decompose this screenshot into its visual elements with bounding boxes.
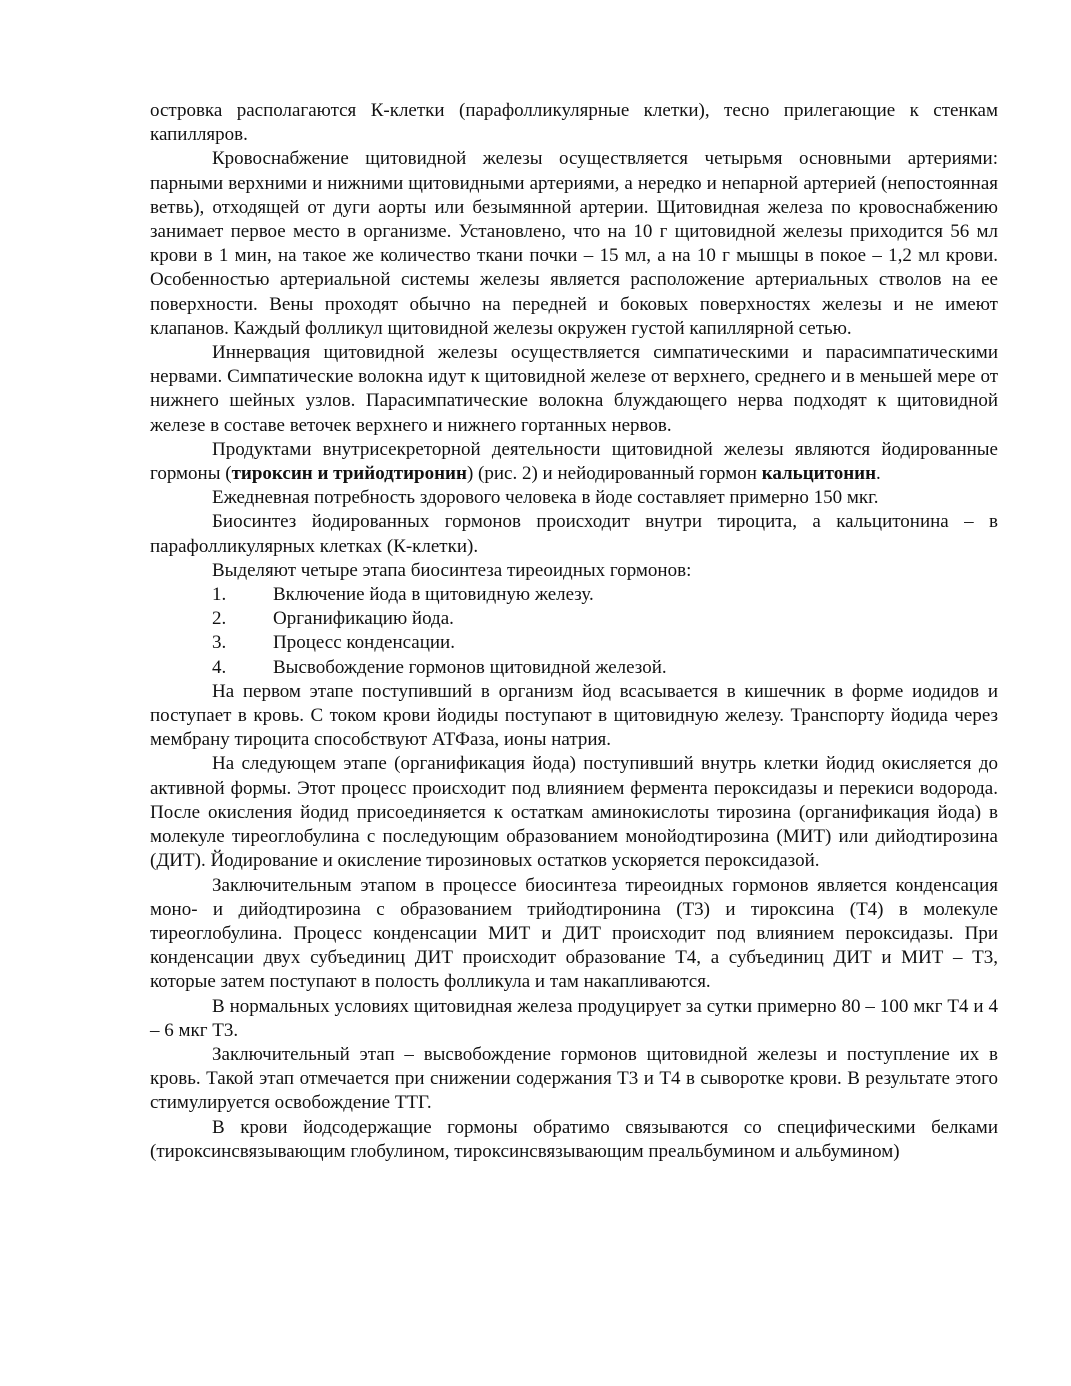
- products-text-3: .: [876, 463, 881, 485]
- paragraph-blood-binding: В крови йодсодержащие гормоны обратимо связываются со специфическими белками (тироксинсвязывающим глобулином, тироксинсвязывающим преальбумином и альбумином): [150, 1116, 998, 1162]
- paragraph-iodine-need: Ежедневная потребность здорового человека в йоде составляет примерно 150 мкг.: [212, 487, 879, 509]
- list-item-number: 2.: [212, 608, 227, 630]
- list-item-number: 3.: [212, 632, 227, 654]
- list-item-text: Процесс конденсации.: [273, 632, 455, 654]
- list-item: [150, 656, 998, 680]
- document-page: [150, 99, 998, 1164]
- list-item: [150, 583, 998, 607]
- paragraph-biosynthesis: Биосинтез йодированных гормонов происходит внутри тироцита, а кальцитонина – в парафолликулярных клетках (К-клетки).: [150, 511, 998, 557]
- paragraph-stage-three: Заключительным этапом в процессе биосинтеза тиреоидных гормонов является конденсация моно- и дийодтирозина с образованием трийодтиронина (Т3) и тироксина (Т4) в молекуле тиреоглобулина. Процесс конденсации МИТ и ДИТ происходит под влиянием пероксидазы. При конденсации двух субъединиц ДИТ происходит образование Т4, а субъединиц ДИТ и МИТ – Т3, которые затем поступают в полость фолликула и там накапливаются.: [150, 874, 998, 993]
- paragraph-stages-intro: Выделяют четыре этапа биосинтеза тиреоидных гормонов:: [212, 559, 692, 581]
- list-item-text: Органификацию йода.: [273, 608, 454, 630]
- paragraph-innervation: Иннервация щитовидной железы осуществляется симпатическими и парасимпатическими нервами. Симпатические волокна идут к щитовидной железе от верхнего, среднего и в меньшей мере от нижнего шейных узлов. Парасимпатические волокна блуждающего нерва подходят к щитовидной железе в составе веточек верхнего и нижнего гортанных нервов.: [150, 342, 998, 436]
- list-item-text: Включение йода в щитовидную железу.: [273, 584, 594, 606]
- products-text-2: ) (рис. 2) и нейодированный гормон: [466, 463, 762, 485]
- paragraph-release: Заключительный этап – высвобождение гормонов щитовидной железы и поступление их в кровь. Такой этап отмечается при снижении содержания Т3 и Т4 в сыворотке крови. В результате этого стимулируется освобождение ТТГ.: [150, 1043, 998, 1114]
- products-text-1: Продуктами внутрисекреторной деятельности щитовидной железы являются йодированные гормоны (: [150, 438, 998, 485]
- products-bold-hormones: тироксин и трийодтиронин: [231, 463, 467, 485]
- list-item: [150, 631, 998, 655]
- paragraph-stage-one: На первом этапе поступивший в организм йод всасывается в кишечник в форме иодидов и поступает в кровь. С током крови йодиды поступают в щитовидную железу. Транспорту йодида через мембрану тироцита способствуют АТФаза, ионы натрия.: [150, 680, 998, 751]
- paragraph-daily-production: В нормальных условиях щитовидная железа продуцирует за сутки примерно 80 – 100 мкг Т4 и 4 – 6 мкг Т3.: [150, 995, 998, 1041]
- products-bold-calcitonin: кальцитонин: [761, 463, 877, 485]
- list-item-number: 1.: [212, 584, 227, 606]
- paragraph-hormone-products: [150, 438, 998, 486]
- paragraph-blood-supply: Кровоснабжение щитовидной железы осуществляется четырьмя основными артериями: парными верхними и нижними щитовидными артериями, а нередко и непарной артерией (непостоянная ветвь), отходящей от дуги аорты или безымянной артерии. Щитовидная железа по кровоснабжению занимает первое место в организме. Установлено, что на 10 г щитовидной железы приходится 56 мл крови в 1 мин, на такое же количество ткани почки – 15 мл, а на 10 г мышцы в покое – 1,2 мл крови. Особенностью артериальной системы железы является расположение артериальных стволов на ее поверхности. Вены проходят обычно на передней и боковых поверхностях железы и не имеют клапанов. Каждый фолликул щитовидной железы окружен густой капиллярной сетью.: [150, 148, 998, 339]
- paragraph-stage-two: На следующем этапе (органификация йода) поступивший внутрь клетки йодид окисляется до активной формы. Этот процесс происходит под влиянием фермента пероксидазы и перекиси водорода. После окисления йодид присоединяется к остаткам аминокислоты тирозина (органификация йода) в молекуле тиреоглобулина с последующим образованием монойодтирозина (МИТ) или дийодтирозина (ДИТ). Йодирование и окисление тирозиновых остатков ускоряется пероксидазой.: [150, 753, 998, 872]
- list-item: [150, 607, 998, 631]
- paragraph-k-cells: островка располагаются К-клетки (парафолликулярные клетки), тесно прилегающие к стенкам капилляров.: [150, 100, 998, 146]
- list-item-text: Высвобождение гормонов щитовидной железой.: [273, 656, 667, 678]
- list-item-number: 4.: [212, 656, 227, 678]
